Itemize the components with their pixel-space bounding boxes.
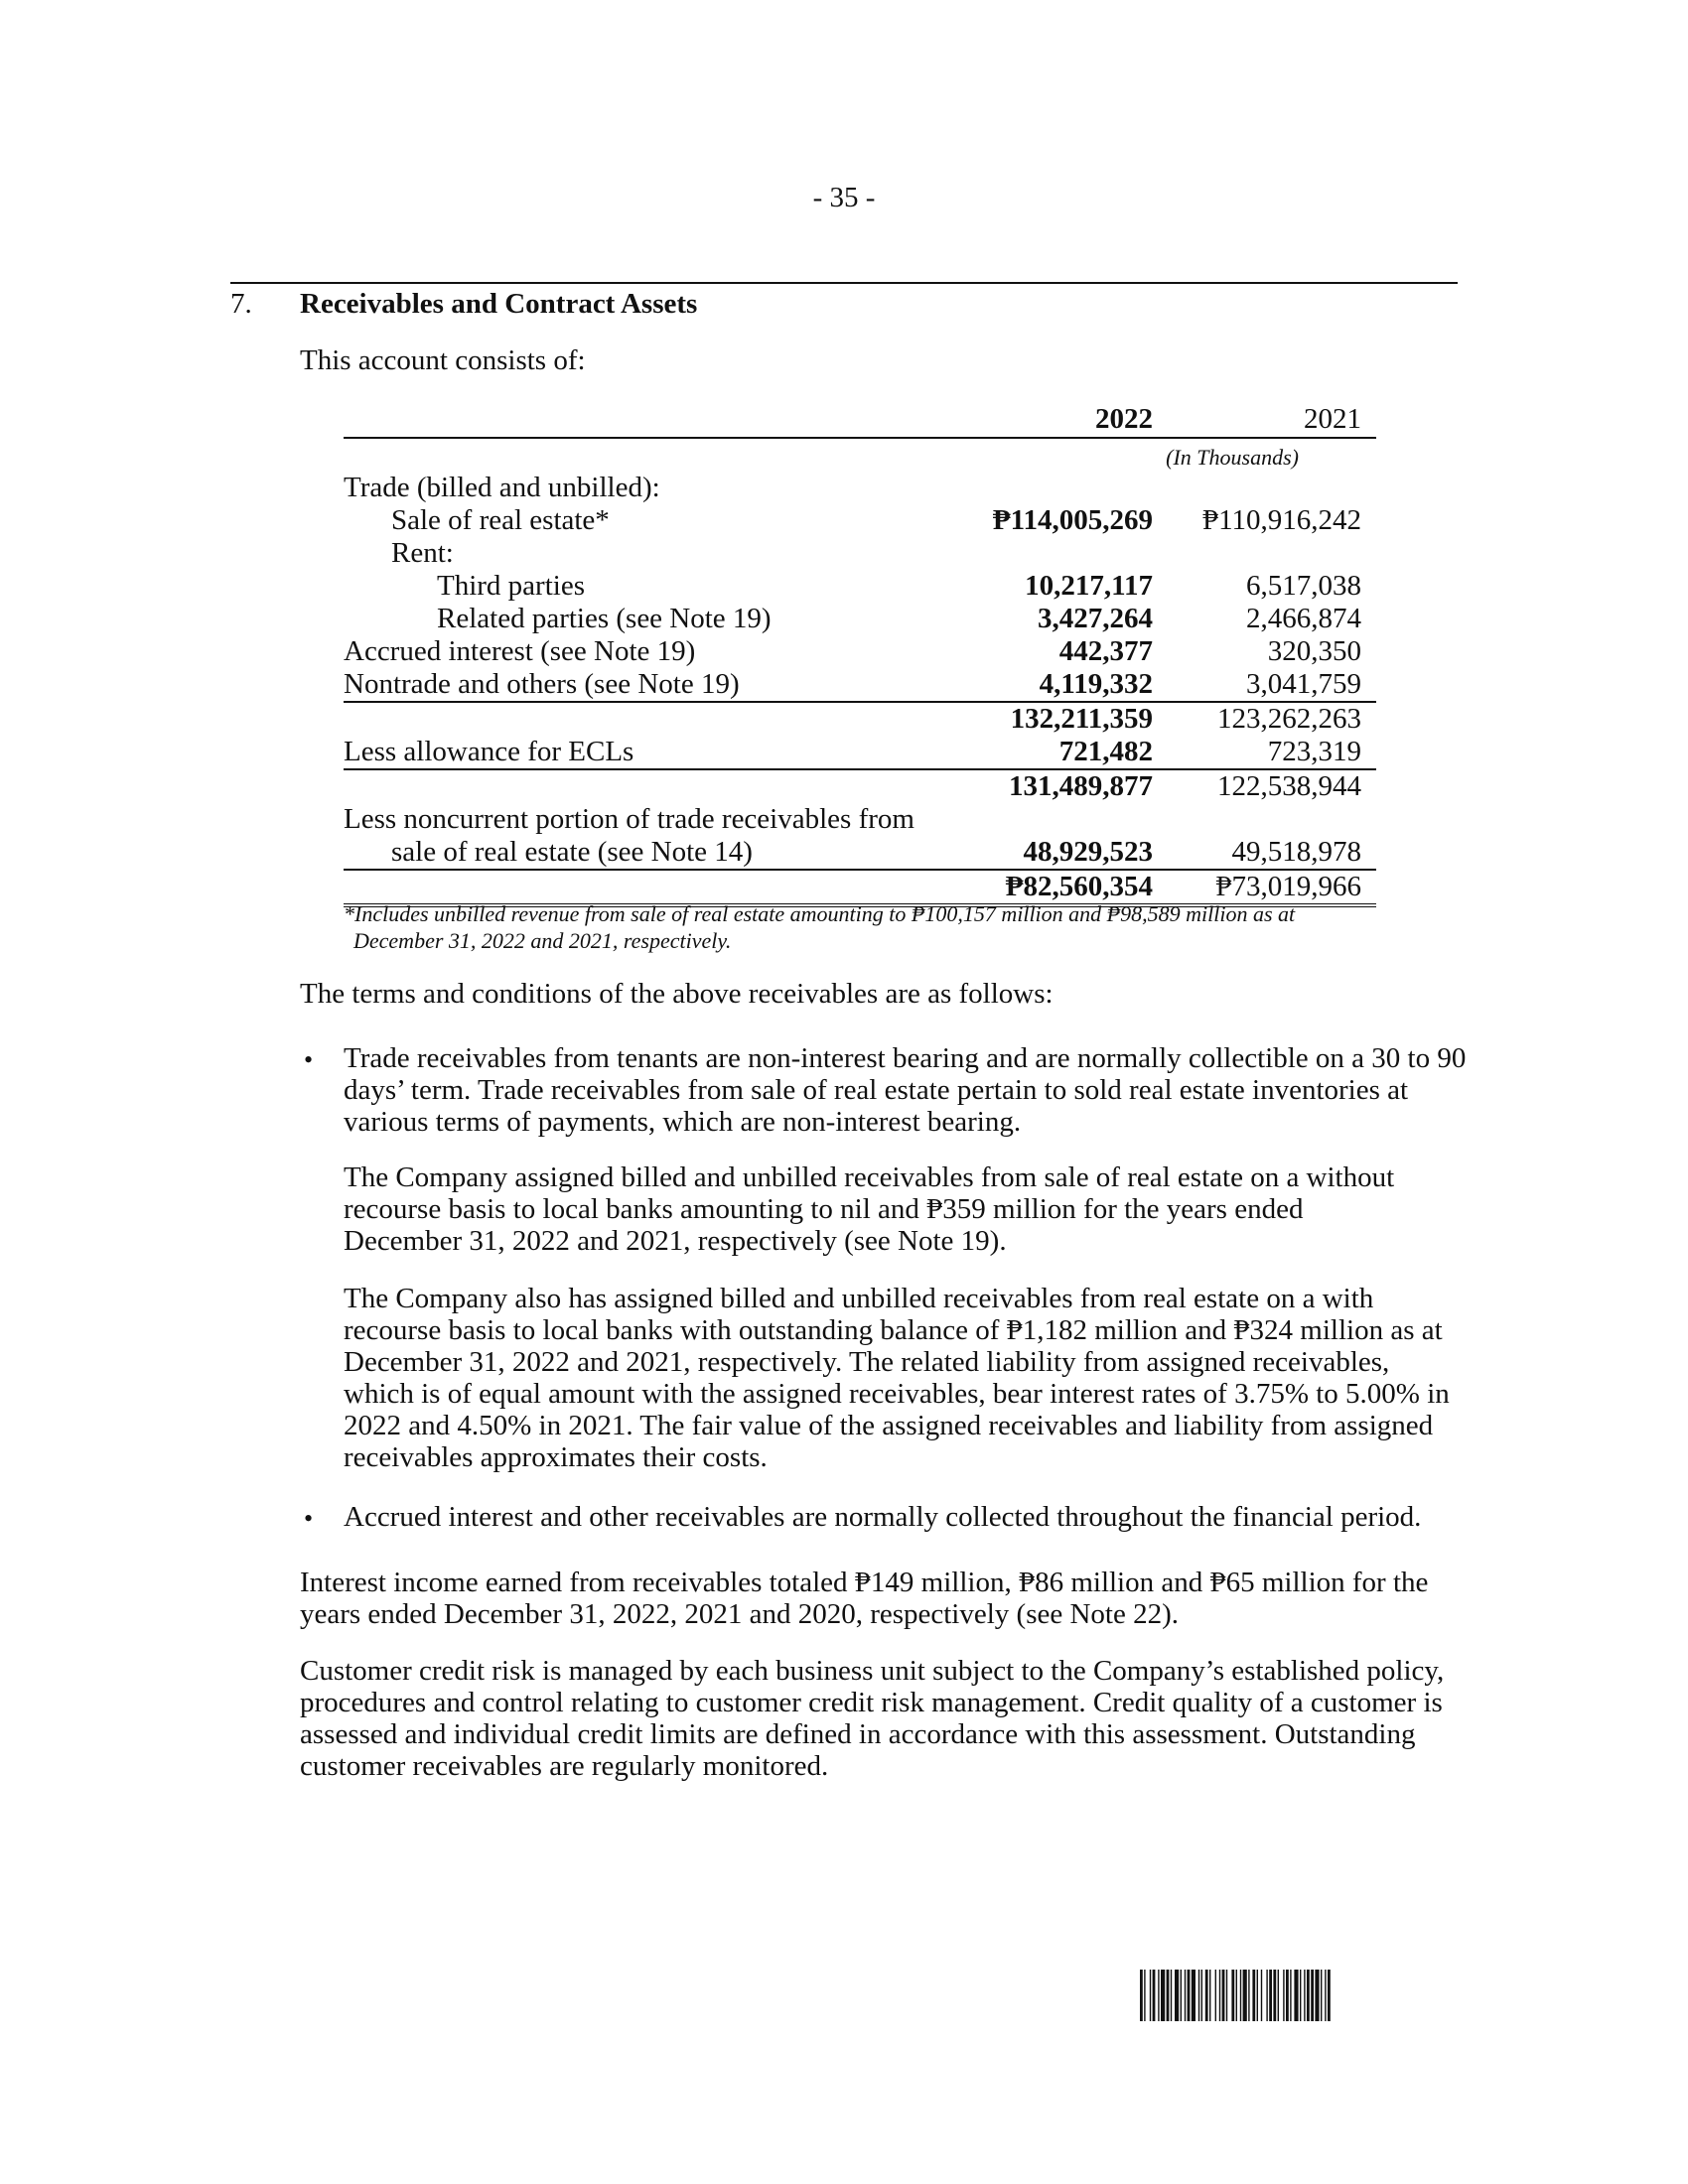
bullet-marker: • <box>304 1045 314 1074</box>
barcode <box>1140 1970 1448 2021</box>
column-header-2022: 2022 <box>1095 403 1153 435</box>
section-heading <box>230 288 697 321</box>
section-intro: This account consists of: <box>300 344 586 376</box>
table-row-subtotal: 132,211,359 123,262,263 <box>1010 703 1361 735</box>
table-row: Third parties 10,217,117 6,517,038 <box>437 570 1361 602</box>
section-number: 7. <box>230 288 252 320</box>
column-header-2021: 2021 <box>1304 403 1361 435</box>
receivables-table <box>344 401 1376 907</box>
bullet-marker: • <box>304 1504 314 1533</box>
credit-risk-paragraph: Customer credit risk is managed by each business unit subject to the Company’s established policy, procedures and control relating to customer credit risk management. Credit quality of a customer is assessed and individual credit limits are defined in accordance with this assessment. Outstanding customer receivables are regularly monitored. <box>300 1655 1445 1782</box>
header-rule <box>230 282 1458 284</box>
table-row-total: ₱82,560,354 ₱73,019,966 <box>344 871 1376 907</box>
table-row: Sale of real estate* ₱114,005,269 ₱110,916,242 <box>391 504 1361 536</box>
table-row: Related parties (see Note 19) 3,427,264 2,466,874 <box>437 603 1361 634</box>
table-row: Rent: <box>391 537 454 569</box>
page-number: - 35 - <box>812 182 876 213</box>
interest-paragraph: Interest income earned from receivables totaled ₱149 million, ₱86 million and ₱65 million for the years ended December 31, 2022, 2021 and 2020, respectively (see Note 22). <box>300 1567 1429 1630</box>
bullet-subparagraph: The Company also has assigned billed and unbilled receivables from real estate on a with recourse basis to local banks with outstanding balance of ₱1,182 million and ₱324 million as at December 31, 2022 and 2021, respectively. The related liability from assigned receivables, which is of equal amount with the assigned receivables, bear interest rates of 3.75% to 5.00% in 2022 and 4.50% in 2021. The fair value of the assigned receivables and liability from assigned receivables approximates their costs. <box>344 1283 1450 1473</box>
table-row: Less allowance for ECLs 721,482 723,319 <box>344 736 1376 770</box>
bullet-subparagraph: The Company assigned billed and unbilled receivables from sale of real estate on a without recourse basis to local banks amounting to nil and ₱359 million for the years ended December 31, 2022 and 2021, respectively (see Note 19). <box>344 1161 1395 1257</box>
table-row: sale of real estate (see Note 14) 48,929,523 49,518,978 <box>344 836 1376 871</box>
table-row: Accrued interest (see Note 19) 442,377 320,350 <box>344 635 1361 667</box>
units-note: (In Thousands) <box>1166 445 1299 470</box>
table-row: Nontrade and others (see Note 19) 4,119,332 3,041,759 <box>344 668 1376 703</box>
table-header <box>344 401 1376 439</box>
terms-intro: The terms and conditions of the above receivables are as follows: <box>300 978 1054 1010</box>
bullet-paragraph: Accrued interest and other receivables are normally collected throughout the financial period. <box>344 1501 1422 1533</box>
table-row: Less noncurrent portion of trade receivables from <box>344 803 914 835</box>
bullet-paragraph: Trade receivables from tenants are non-interest bearing and are normally collectible on a 30 to 90 days’ term. Trade receivables from sale of real estate pertain to sold real estate inventories at various terms of payments, which are non-interest bearing. <box>344 1042 1467 1138</box>
table-footnote: *Includes unbilled revenue from sale of real estate amounting to ₱100,157 million and ₱98,589 million as at December 31, 2022 and 2021, respectively. <box>344 901 1296 953</box>
section-title: Receivables and Contract Assets <box>300 288 698 320</box>
table-row: Trade (billed and unbilled): <box>344 472 660 503</box>
table-row-subtotal: 131,489,877 122,538,944 <box>1009 770 1361 802</box>
